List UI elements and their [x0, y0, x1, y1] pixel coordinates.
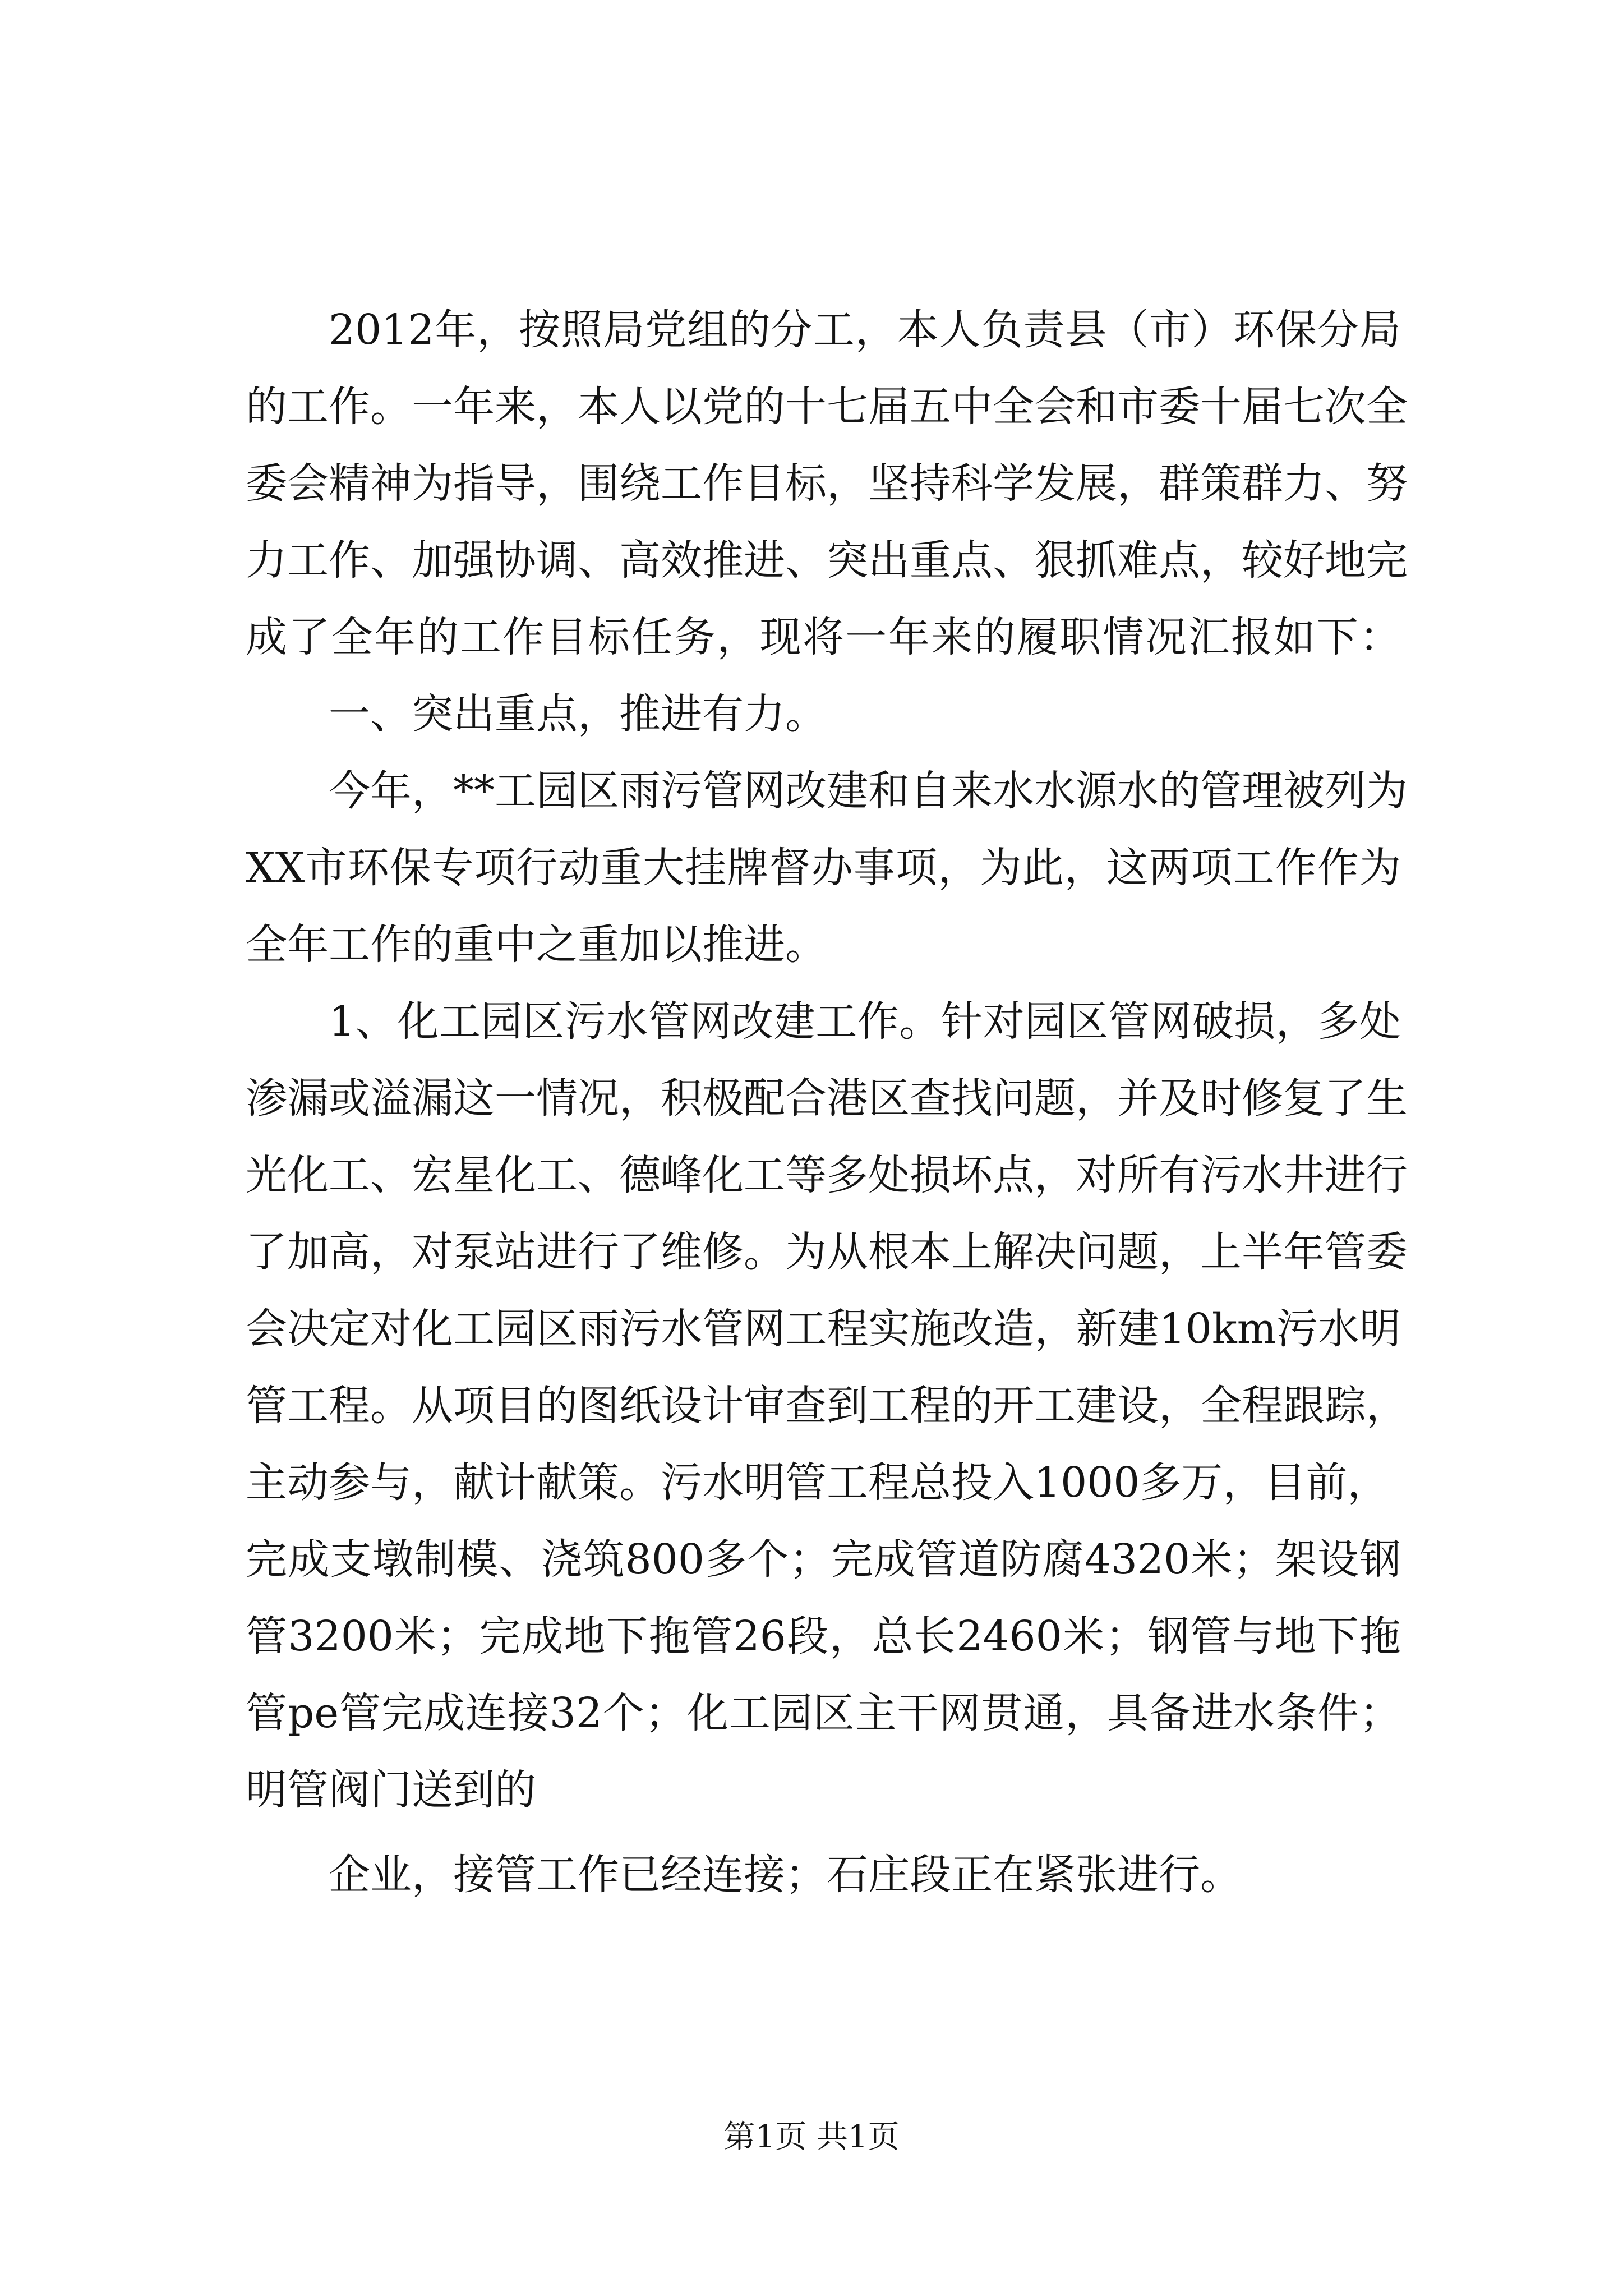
- document-body: [246, 292, 1408, 1913]
- paragraph-intro: [246, 292, 1408, 676]
- text-line: 管pe管完成连接32个；化工园区主干网贯通，具备进水条件；: [246, 1689, 1401, 1737]
- text-line: 管3200米；完成地下拖管26段，总长2460米；钢管与地下拖: [246, 1612, 1401, 1660]
- text-line: 企业，接管工作已经连接；石庄段正在紧张进行。: [329, 1851, 1242, 1899]
- text-line: 了加高，对泵站进行了维修。为从根本上解决问题，上半年管委: [246, 1228, 1408, 1276]
- text-line: 今年，**工园区雨污管网改建和自来水水源水的管理被列为: [329, 767, 1408, 815]
- text-line: 全年工作的重中之重加以推进。: [246, 921, 827, 969]
- text-line: 管工程。从项目的图纸设计审查到工程的开工建设，全程跟踪，: [246, 1382, 1408, 1430]
- heading-line: 一、突出重点，推进有力。: [329, 690, 827, 738]
- text-line: 成了全年的工作目标任务，现将一年来的履职情况汇报如下：: [246, 613, 1401, 661]
- text-line: 明管阀门送到的: [246, 1766, 536, 1814]
- paragraph-sewage-network: [246, 983, 1408, 1829]
- text-line: 的工作。一年来，本人以党的十七届五中全会和市委十届七次全: [246, 383, 1408, 431]
- page-footer: 第1页 共1页: [723, 2119, 900, 2155]
- paragraph-closing: [246, 1837, 1401, 1913]
- text-line: 2012年，按照局党组的分工，本人负责县（市）环保分局: [329, 306, 1401, 354]
- text-line: 1、化工园区污水管网改建工作。针对园区管网破损，多处: [329, 997, 1401, 1046]
- text-line: 委会精神为指导，围绕工作目标，坚持科学发展，群策群力、努: [246, 459, 1408, 508]
- text-line: 主动参与，献计献策。污水明管工程总投入1000多万，目前，: [246, 1458, 1389, 1507]
- text-line: XX市环保专项行动重大挂牌督办事项，为此，这两项工作作为: [246, 844, 1401, 892]
- text-line: 完成支墩制模、浇筑800多个；完成管道防腐4320米；架设钢: [246, 1535, 1401, 1584]
- text-line: 渗漏或溢漏这一情况，积极配合港区查找问题，并及时修复了生: [246, 1074, 1408, 1122]
- section-heading: [246, 676, 1401, 753]
- text-line: 力工作、加强协调、高效推进、突出重点、狠抓难点，较好地完: [246, 536, 1408, 585]
- text-line: 光化工、宏星化工、德峰化工等多处损坏点，对所有污水井进行: [246, 1151, 1408, 1199]
- text-line: 会决定对化工园区雨污水管网工程实施改造，新建10km污水明: [246, 1305, 1401, 1353]
- paragraph-key-projects: [246, 753, 1408, 983]
